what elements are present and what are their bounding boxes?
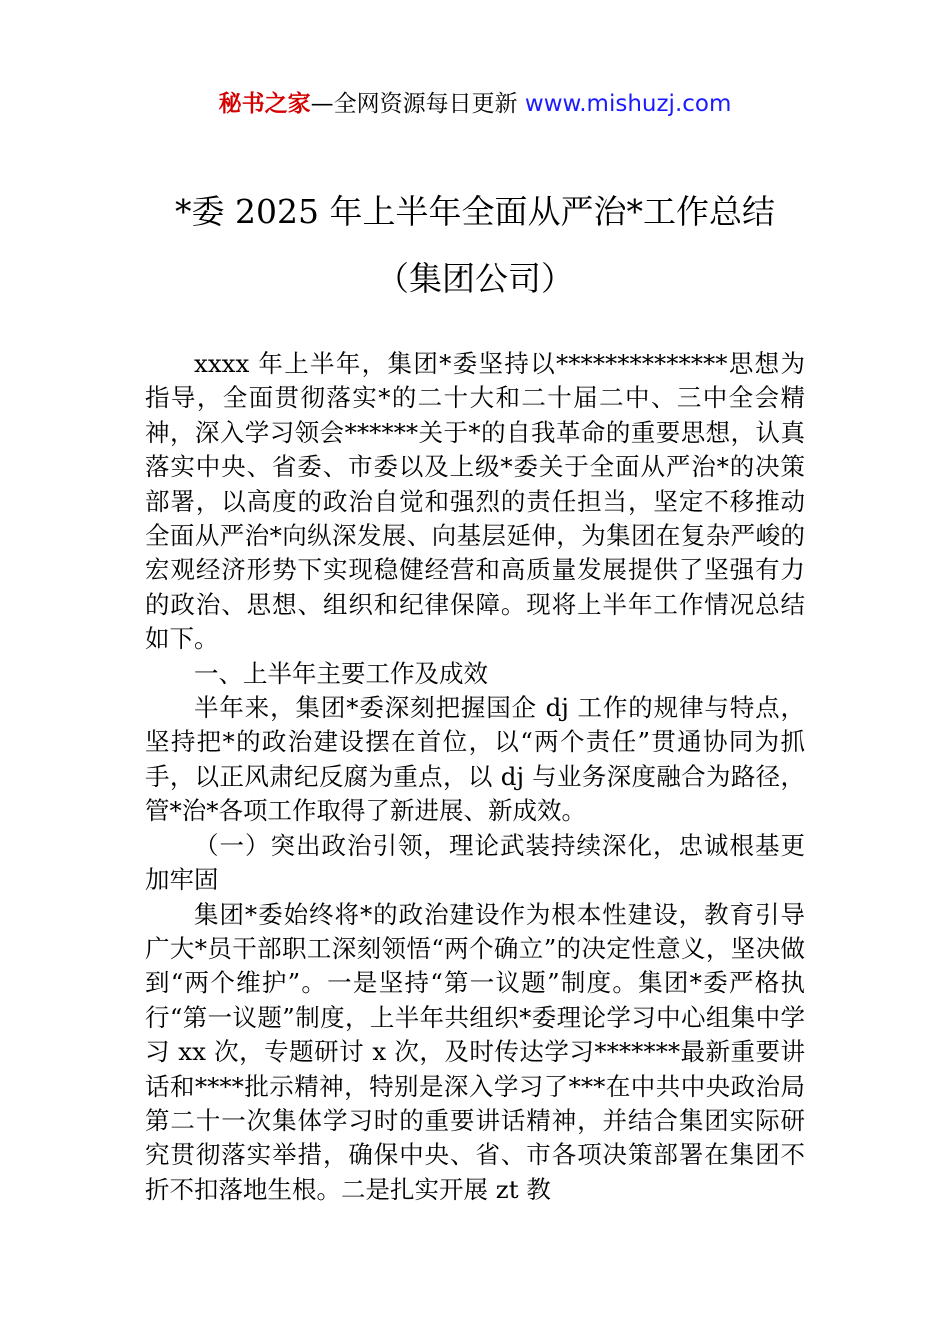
body-paragraph: 半年来，集团*委深刻把握国企 dj 工作的规律与特点，坚持把*的政治建设摆在首位，以“两个责任”贯通协同为抓手，以正风肃纪反腐为重点，以 dj 与业务深度融合为路径，管*治*各项工作取得了新进展、新成效。 — [145, 693, 805, 826]
site-tagline: —全网资源每日更新 — [310, 91, 525, 117]
body-paragraph: 集团*委始终将*的政治建设作为根本性建设，教育引导广大*员干部职工深刻领悟“两个确立”的决定性意义，坚决做到“两个维护”。一是坚持“第一议题”制度。集团*委严格执行“第一议题”制度，上半年共组织*委理论学习中心组集中学习 xx 次，专题研讨 x 次，及时传达学习*******最新重要讲话和****批示精神，特别是深入学习了***在中共中央政治局第二十一次集体学习时的重要讲话精神，并结合集团实际研究贯彻落实举措，确保中央、省、市各项决策部署在集团不折不扣落地生根。二是扎实开展 zt 教 — [145, 899, 805, 1204]
section-heading: 一、上半年主要工作及成效 — [194, 658, 488, 688]
document-body — [145, 347, 805, 1207]
site-url-link[interactable]: www.mishuzj.com — [524, 91, 732, 117]
site-brand: 秘书之家 — [218, 91, 311, 117]
document-subtitle: （集团公司） — [376, 259, 574, 298]
intro-paragraph: xxxx 年上半年，集团*委坚持以**************思想为指导，全面贯彻落实*的二十大和二十届二中、三中全会精神，深入学习领会******关于*的自我革命的重要思想，认真落实中央、省委、市委以及上级*委关于全面从严治*的决策部署，以高度的政治自觉和强烈的责任担当，坚定不移推动全面从严治*向纵深发展、向基层延伸，为集团在复杂严峻的宏观经济形势下实现稳健经营和高质量发展提供了坚强有力的政治、思想、组织和纪律保障。现将上半年工作情况总结如下。 — [145, 349, 805, 654]
site-header — [0, 88, 950, 120]
subsection-heading: （一）突出政治引领，理论武装持续深化，忠诚根基更加牢固 — [145, 830, 805, 895]
document-title: *委 2025 年上半年全面从严治*工作总结 — [175, 192, 775, 231]
